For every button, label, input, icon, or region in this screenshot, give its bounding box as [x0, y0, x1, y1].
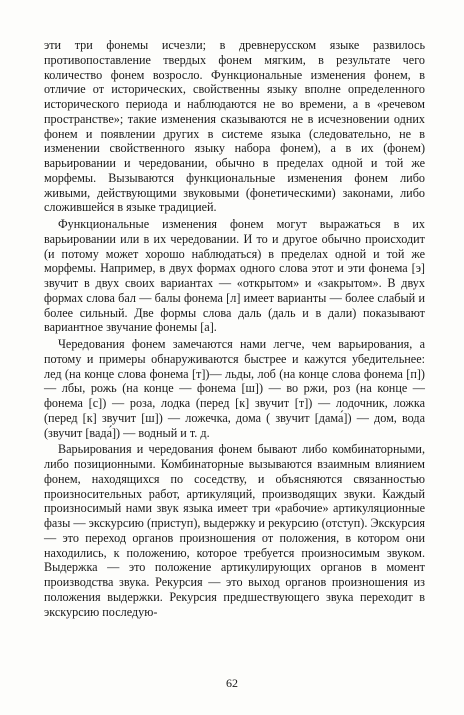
- paragraph-4: Варьирования и чередования фонем бывают либо комбинаторными, либо позиционными. Комбинаторные вызываются взаимным влиянием фонем, находящихся по соседству, и объясняются связанностью произносительных работ, артикуляций, производящих звуки. Каждый произносимый нами звук языка имеет три «рабочие» артикуляционные фазы — экскурсию (приступ), выдержку и рекурсию (отступ). Экскурсия — это переход органов произношения от положения, в котором они находились, к положению, которое требуется произносимым звуком. Выдержка — это положение артикулирующих органов в момент производства звука. Рекурсия — это выход органов произношения из положения выдержки. Рекурсия предшествующего звука переходит в экскурсию последую-: [44, 442, 425, 619]
- paragraph-1: эти три фонемы исчезли; в древнерусском языке развилось противопоставление твердых фонем мягким, в результате чего количество фонем возросло. Функциональные изменения фонем, в отличие от исторических, свойственны языку вполне определенного исторического периода и наблюдаются не во времени, а в «речевом пространстве»; такие изменения сказываются не в исчезновении одних фонем и появлении других в системе языка (следовательно, не в изменении свойственного языку набора фонем), а в их (фонем) варьировании и чередовании, обычно в пределах одной и той же морфемы. Вызываются функциональные изменения фонем либо живыми, действующими звуковыми (фонетическими) законами, либо сложившейся в языке традицией.: [44, 38, 425, 215]
- page-number: 62: [226, 676, 238, 690]
- paragraph-2: Функциональные изменения фонем могут выражаться в их варьировании или в их чередовании. И то и другое обычно происходит (и потому может хорошо наблюдаться) в пределах одной и той же морфемы. Например, в двух формах одного слова этот и эти фонема [э] звучит в двух своих вариантах — «открытом» и «закрытом». В двух формах слова бал — балы фонема [л] имеет варианты — более слабый и более сильный. Две формы слова даль (даль и в дали) показывают вариантное звучание фонемы [а].: [44, 217, 425, 335]
- page-text: [44, 38, 425, 619]
- paragraph-3: Чередования фонем замечаются нами легче, чем варьирования, а потому и примеры обнаруживаются быстрее и кажутся убедительнее: лед (на конце слова фонема [т])— льды, лоб (на конце слова фонема [п])— лбы, рожь (на конце — фонема [ш]) — во ржи, роз (на конце — фонема [с]) — роза, лодка (перед [к] звучит [т]) — лодочник, ложка (перед [к] звучит [ш]) — ложечка, дома ( звучит [дама́]) — дом, вода (звучит [вада́]) — водный и т. д.: [44, 337, 425, 440]
